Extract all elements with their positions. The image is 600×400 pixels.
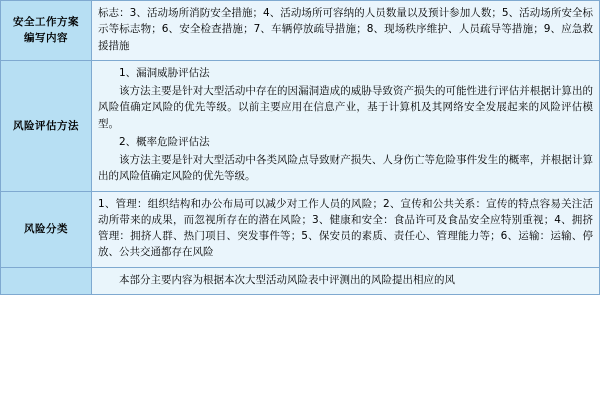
row-label-risk-assessment-method xyxy=(1,60,92,191)
row-content-partial xyxy=(92,267,600,294)
paragraph: 2、概率危险评估法 xyxy=(119,135,210,148)
row-label-line: 编写内容 xyxy=(24,32,68,45)
row-label-empty xyxy=(1,267,92,294)
table-row xyxy=(1,191,600,267)
paragraph: 标志：3、活动场所消防安全措施；4、活动场所可容纳的人员数量以及预计参加人数；5、活动场所安全标示等标志物；6、安全检查措施；7、车辆停放疏导措施；8、现场秩序维护、人员疏导等措施；9、应急救援措施 xyxy=(98,7,593,52)
row-content-risk-classification xyxy=(92,191,600,267)
table-row xyxy=(1,1,600,61)
table-row xyxy=(1,267,600,294)
row-label-line: 风险评估方法 xyxy=(13,119,79,132)
table-body xyxy=(1,1,600,295)
row-label-risk-classification xyxy=(1,191,92,267)
paragraph: 该方法主要是针对大型活动中各类风险点导致财产损失、人身伤亡等危险事件发生的概率，并根据计算出的风险值确定风险的优先等级。 xyxy=(98,154,593,183)
row-content-risk-assessment-method xyxy=(92,60,600,191)
table-row xyxy=(1,60,600,191)
row-label-line: 风险分类 xyxy=(24,223,68,236)
row-label-line: 安全工作方案 xyxy=(13,16,79,29)
paragraph: 1、漏洞威胁评估法 xyxy=(119,66,210,79)
paragraph: 1、管理：组织结构和办公布局可以减少对工作人员的风险；2、宣传和公共关系：宣传的特点容易关注活动所带来的成果，而忽视所存在的潜在风险；3、健康和安全：食品许可及食品安全应特别重视；4、拥挤管理：拥挤人群、热门项目、突发事件等；5、保安员的素质、责任心、管理能力等；6、运输：运输、停放、公共交通都存在风险 xyxy=(98,197,593,259)
paragraph: 本部分主要内容为根据本次大型活动风险表中评测出的风险提出相应的风 xyxy=(119,273,455,286)
row-label-safety-plan xyxy=(1,1,92,61)
paragraph: 该方法主要是针对大型活动中存在的因漏洞造成的威胁导致资产损失的可能性进行评估并根据计算出的风险值确定风险的优先等级。以前主要应用在信息产业，基于计算机及其网络安全发展起来的风险评估模型。 xyxy=(98,85,593,130)
row-content-safety-plan xyxy=(92,1,600,61)
